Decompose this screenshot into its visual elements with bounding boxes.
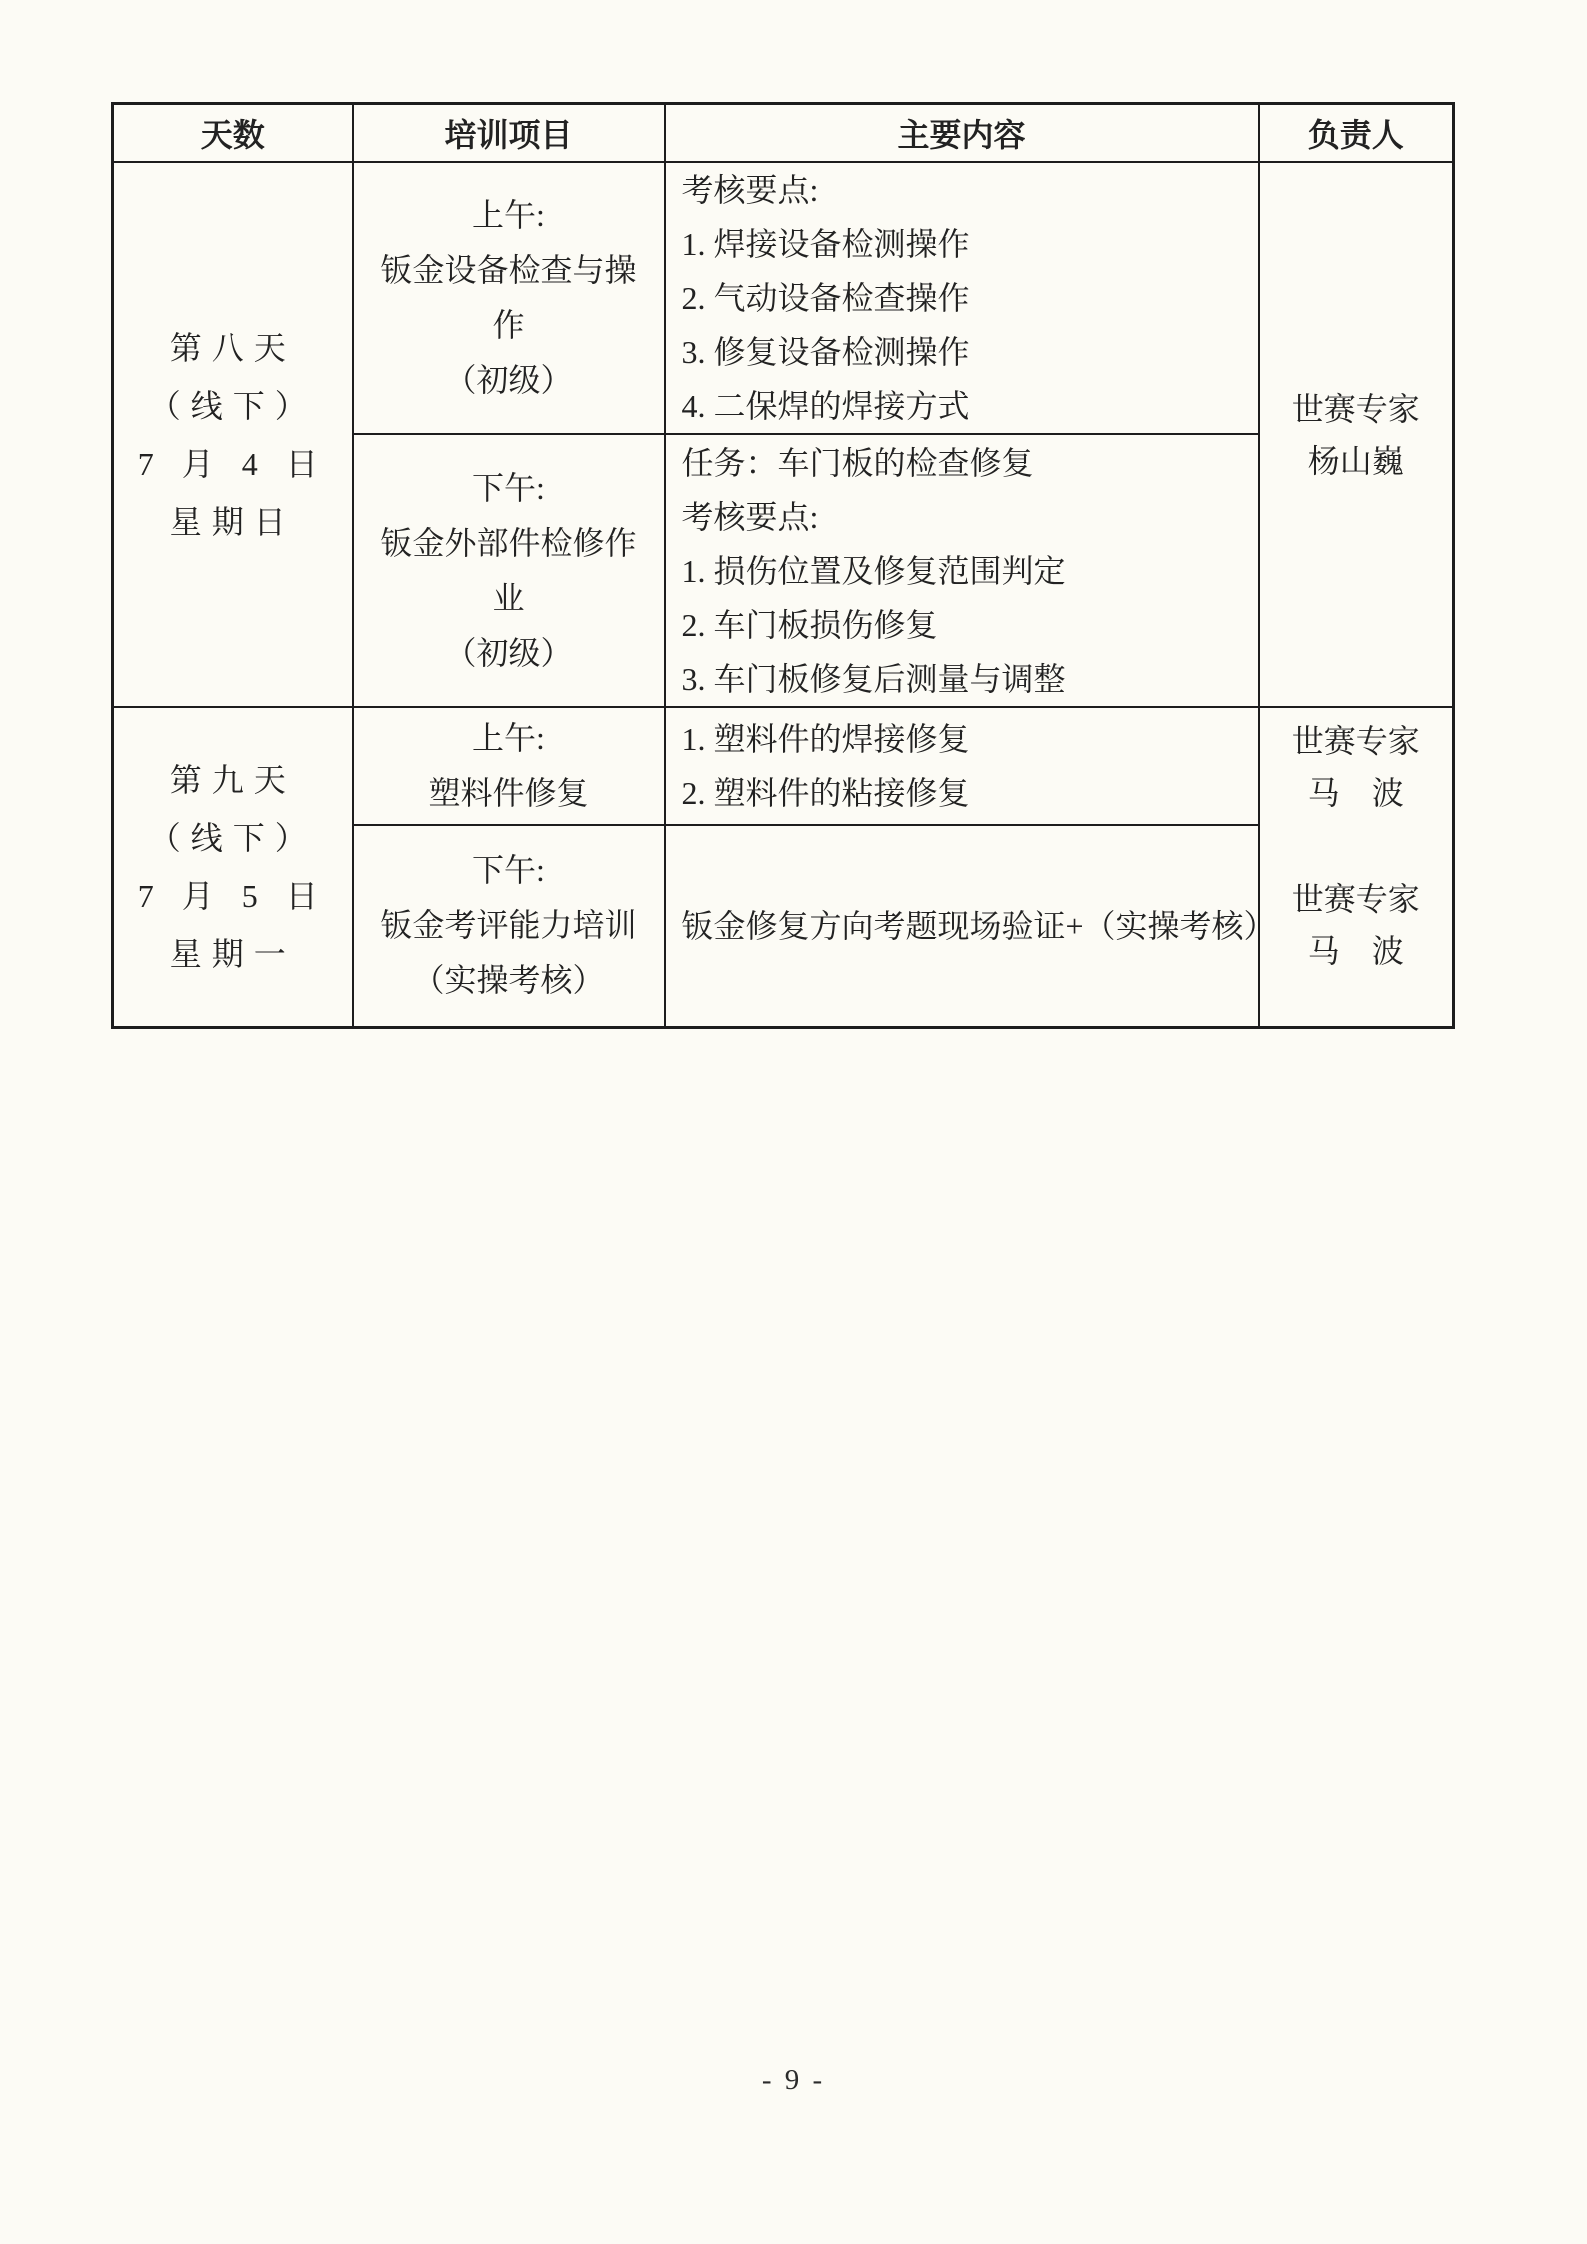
project-cell-day9-afternoon: 下午: 钣金考评能力培训 （实操考核） (353, 825, 665, 1027)
responsible-day9-morning: 世赛专家 马 波 (1291, 722, 1420, 811)
header-row (113, 104, 1454, 163)
day9-morning-row (113, 707, 1454, 825)
project-cell-day8-afternoon: 下午: 钣金外部件检修作 业 （初级） (353, 434, 665, 707)
content-cell-day8-afternoon: 任务：车门板的检查修复 考核要点: 1. 损伤位置及修复范围判定 2. 车门板损伤修复 3. 车门板修复后测量与调整 (665, 434, 1259, 707)
training-schedule-table (111, 102, 1455, 1029)
col-header-responsible: 负责人 (1259, 104, 1454, 163)
day-cell-day9: 第九天 （线下） 7 月 5 日 星期一 (113, 707, 353, 1027)
col-header-days: 天数 (113, 104, 353, 163)
day-cell-day8: 第八天 （线下） 7 月 4 日 星期日 (113, 162, 353, 707)
content-cell-day9-morning: 1. 塑料件的焊接修复 2. 塑料件的粘接修复 (665, 707, 1259, 825)
responsible-cell-day9 (1259, 707, 1454, 1027)
content-cell-day9-afternoon: 钣金修复方向考题现场验证+（实操考核） (665, 825, 1259, 1027)
col-header-main-content: 主要内容 (665, 104, 1259, 163)
day8-morning-row (113, 162, 1454, 434)
content-cell-day8-morning: 考核要点: 1. 焊接设备检测操作 2. 气动设备检查操作 3. 修复设备检测操作 4. 二保焊的焊接方式 (665, 162, 1259, 434)
project-cell-day8-morning: 上午: 钣金设备检查与操 作 （初级） (353, 162, 665, 434)
responsible-day9-afternoon: 世赛专家 马 波 (1291, 880, 1420, 969)
page-number: - 9 - (761, 2064, 826, 2096)
project-cell-day9-morning: 上午: 塑料件修复 (353, 707, 665, 825)
col-header-training-project: 培训项目 (353, 104, 665, 163)
responsible-cell-day8: 世赛专家 杨山巍 (1259, 162, 1454, 707)
